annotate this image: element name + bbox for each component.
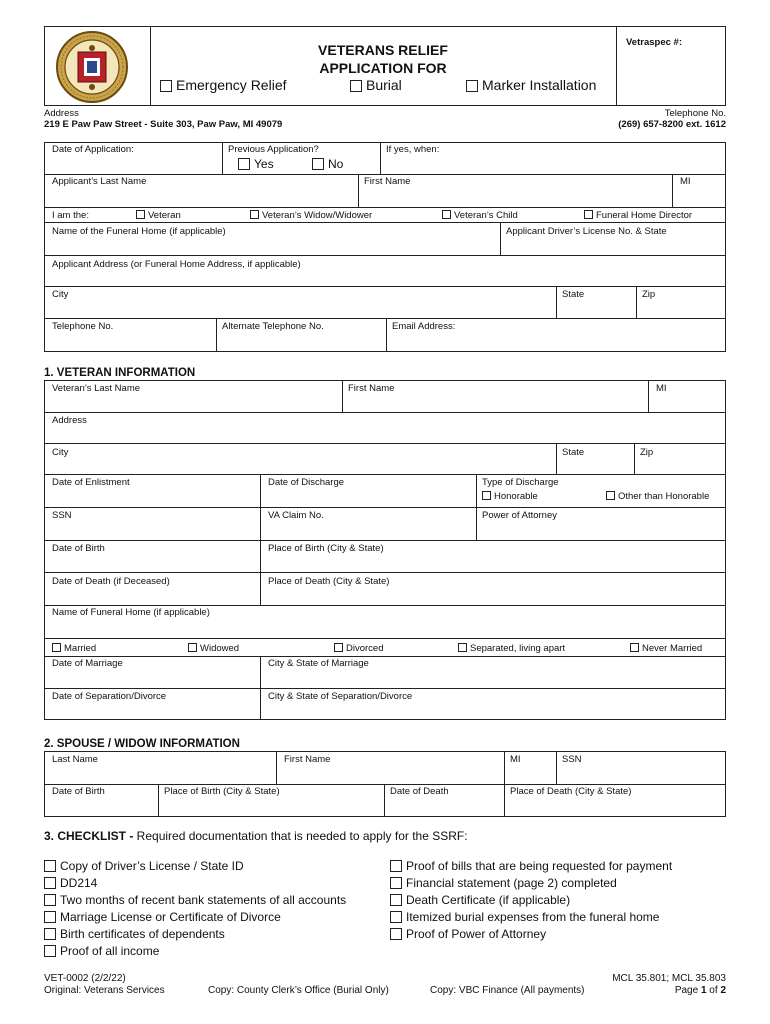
type-of-discharge-label: Type of Discharge [482,477,559,488]
footer-form-number: VET-0002 (2/2/22) [44,973,126,984]
role-widow-checkbox[interactable]: Veteran’s Widow/Widower [250,210,372,221]
veteran-pod-field[interactable]: Place of Death (City & State) [268,576,390,587]
checklist-death-certificate[interactable]: Death Certificate (if applicable) [390,893,570,907]
veteran-section-title: 1. VETERAN INFORMATION [44,367,196,379]
marital-widowed-checkbox[interactable]: Widowed [188,643,239,654]
checklist-birth-certificates[interactable]: Birth certificates of dependents [44,927,225,941]
type-emergency-relief[interactable]: Emergency Relief [160,77,287,93]
marital-separated-checkbox[interactable]: Separated, living apart [458,643,565,654]
applicant-state-field[interactable]: State [562,289,585,300]
county-seal-logo [54,30,130,104]
previous-yes-checkbox[interactable]: Yes [238,157,274,171]
veteran-pob-field[interactable]: Place of Birth (City & State) [268,543,384,554]
marital-never-married-checkbox[interactable]: Never Married [630,643,702,654]
checklist-power-of-attorney[interactable]: Proof of Power of Attorney [390,927,546,941]
city-of-marriage-field[interactable]: City & State of Marriage [268,658,369,669]
date-of-enlistment-field[interactable]: Date of Enlistment [52,477,130,488]
role-veteran-checkbox[interactable]: Veteran [136,210,181,221]
spouse-mi-field[interactable]: MI [510,754,521,765]
checklist-bank-statements[interactable]: Two months of recent bank statements of all accounts [44,893,346,907]
if-yes-when-field[interactable]: If yes, when: [386,144,440,155]
checklist-proof-of-income[interactable]: Proof of all income [44,944,159,958]
footer-copy-finance: Copy: VBC Finance (All payments) [430,985,585,996]
phone-label: Telephone No. [664,108,726,119]
role-funeral-director-checkbox[interactable]: Funeral Home Director [584,210,692,221]
veteran-dob-field[interactable]: Date of Birth [52,543,105,554]
checklist-burial-expenses[interactable]: Itemized burial expenses from the funeral home [390,910,659,924]
i-am-the-label: I am the: [52,210,89,221]
checklist-financial-statement[interactable]: Financial statement (page 2) completed [390,876,617,890]
applicant-last-name-field[interactable]: Applicant’s Last Name [52,176,147,187]
marital-married-checkbox[interactable]: Married [52,643,96,654]
applicant-address-field[interactable]: Applicant Address (or Funeral Home Address, if applicable) [52,259,301,270]
veteran-zip-field[interactable]: Zip [640,447,654,458]
veteran-section [44,380,726,720]
applicant-zip-field[interactable]: Zip [642,289,656,300]
applicant-telephone-field[interactable]: Telephone No. [52,321,114,332]
veteran-mi-field[interactable]: MI [656,383,667,394]
applicant-mi-field[interactable]: MI [680,176,691,187]
veteran-dod-field[interactable]: Date of Death (if Deceased) [52,576,170,587]
spouse-section-title: 2. SPOUSE / WIDOW INFORMATION [44,738,240,750]
checklist-drivers-license[interactable]: Copy of Driver’s License / State ID [44,859,244,873]
city-of-separation-field[interactable]: City & State of Separation/Divorce [268,691,413,702]
date-of-separation-field[interactable]: Date of Separation/Divorce [52,691,167,702]
veteran-funeral-home-field[interactable]: Name of Funeral Home (if applicable) [52,607,210,618]
vetraspec-label: Vetraspec #: [626,37,682,48]
spouse-pod-field[interactable]: Place of Death (City & State) [510,786,632,797]
date-of-discharge-field[interactable]: Date of Discharge [268,477,345,488]
address-label: Address [44,108,79,119]
power-of-attorney-field[interactable]: Power of Attorney [482,510,557,521]
applicant-email-field[interactable]: Email Address: [392,321,456,332]
veteran-first-name-field[interactable]: First Name [348,383,395,394]
checklist-title: 3. CHECKLIST - Required documentation that is needed to apply for the SSRF: [44,829,468,843]
spouse-first-name-field[interactable]: First Name [284,754,331,765]
previous-application-label: Previous Application? [228,144,319,155]
date-of-marriage-field[interactable]: Date of Marriage [52,658,123,669]
checklist-dd214[interactable]: DD214 [44,876,97,890]
applicant-alt-telephone-field[interactable]: Alternate Telephone No. [222,321,324,332]
applicant-city-field[interactable]: City [52,289,69,300]
other-than-honorable-checkbox[interactable]: Other than Honorable [606,491,709,502]
footer-original: Original: Veterans Services [44,985,165,996]
veteran-city-field[interactable]: City [52,447,69,458]
veteran-state-field[interactable]: State [562,447,585,458]
role-child-checkbox[interactable]: Veteran’s Child [442,210,518,221]
spouse-dod-field[interactable]: Date of Death [390,786,449,797]
footer-page-number: Page 1 of 2 [674,985,726,996]
spouse-ssn-field[interactable]: SSN [562,754,582,765]
footer-copy-clerk: Copy: County Clerk’s Office (Burial Only) [208,985,389,996]
va-claim-field[interactable]: VA Claim No. [268,510,324,521]
form-title: VETERANS RELIEF APPLICATION FOR [318,42,448,76]
checklist-proof-of-bills[interactable]: Proof of bills that are being requested for payment [390,859,672,873]
funeral-home-name-field[interactable]: Name of the Funeral Home (if applicable) [52,226,226,237]
veteran-last-name-field[interactable]: Veteran’s Last Name [52,383,141,394]
type-marker-installation[interactable]: Marker Installation [466,77,596,93]
checklist-marriage-license[interactable]: Marriage License or Certificate of Divorce [44,910,281,924]
veteran-ssn-field[interactable]: SSN [52,510,72,521]
address-value: 219 E Paw Paw Street - Suite 303, Paw Paw, MI 49079 [44,119,283,130]
marital-divorced-checkbox[interactable]: Divorced [334,643,384,654]
honorable-checkbox[interactable]: Honorable [482,491,538,502]
drivers-license-field[interactable]: Applicant Driver’s License No. & State [506,226,667,237]
previous-no-checkbox[interactable]: No [312,157,343,171]
spouse-dob-field[interactable]: Date of Birth [52,786,105,797]
veteran-address-field[interactable]: Address [52,415,87,426]
type-burial[interactable]: Burial [350,77,402,93]
date-of-application-field[interactable]: Date of Application: [52,144,134,155]
spouse-pob-field[interactable]: Place of Birth (City & State) [164,786,280,797]
footer-mcl: MCL 35.801; MCL 35.803 [612,973,726,984]
spouse-last-name-field[interactable]: Last Name [52,754,98,765]
phone-value: (269) 657-8200 ext. 1612 [618,119,726,130]
applicant-first-name-field[interactable]: First Name [364,176,411,187]
